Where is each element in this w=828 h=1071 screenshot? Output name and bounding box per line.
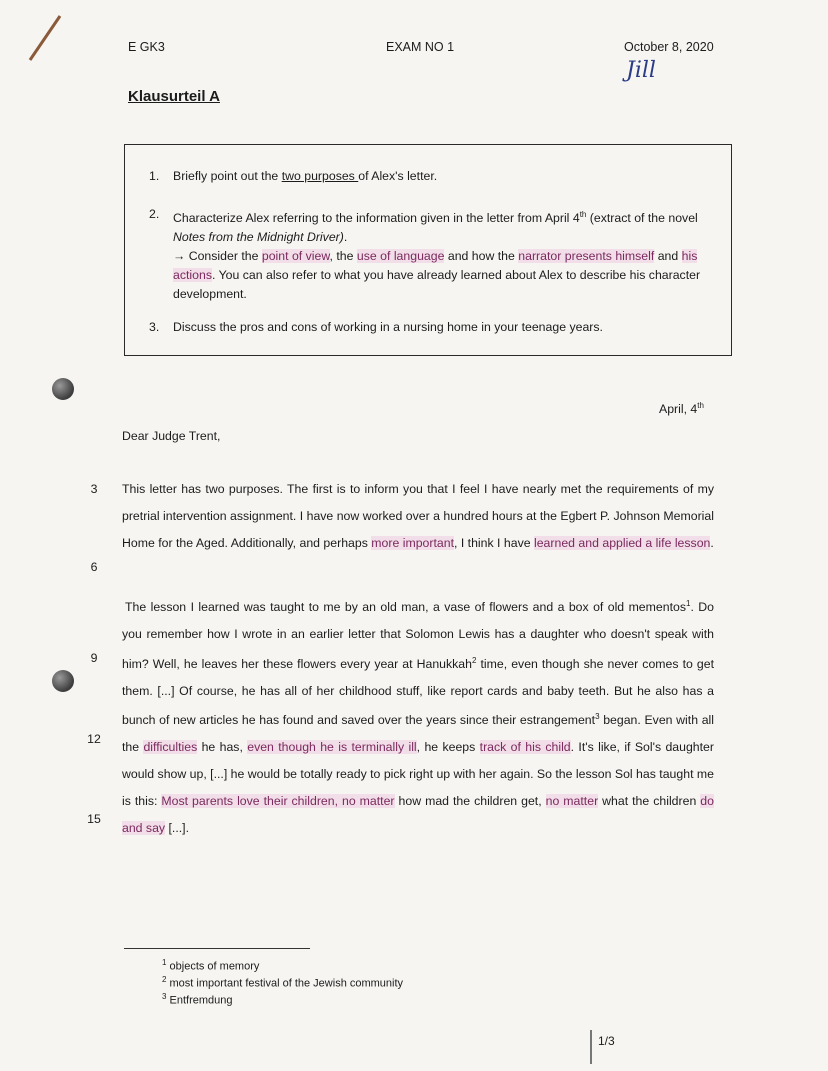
task-box <box>124 144 732 356</box>
punch-hole <box>52 378 74 400</box>
course-code: E GK3 <box>128 40 165 54</box>
line-number: 6 <box>90 560 98 574</box>
line-number: 9 <box>90 651 98 665</box>
punch-hole <box>52 670 74 692</box>
page-marker <box>590 1030 592 1064</box>
letter-date: April, 4th <box>659 401 704 417</box>
line-number: 3 <box>90 482 98 496</box>
line-number: 12 <box>87 732 101 746</box>
task-1: 1. Briefly point out the two purposes of Alex's letter. <box>149 169 438 183</box>
task-2: 2. Characterize Alex referring to the information given in the letter from April 4th (extract of the novel Notes from the Midnight Driver). → Consider the point of view, the use of language and how the narrator presents himself and his actions. You can also refer to what you have already learned about Alex to describe his character development. <box>149 207 701 302</box>
task-3: 3. Discuss the pros and cons of working in a nursing home in your teenage years. <box>149 320 603 334</box>
page-number: 1/3 <box>598 1034 615 1048</box>
exam-title: EXAM NO 1 <box>386 40 455 54</box>
footnote: $^1$ objects of memory <box>162 958 260 973</box>
footnote: $^3$ Entfremdung <box>162 992 233 1007</box>
letter-salutation: Dear Judge Trent, <box>122 429 221 443</box>
footnote-divider <box>124 948 310 949</box>
section-title: Klausurteil A <box>128 88 220 105</box>
pencil-mark-icon <box>14 10 74 70</box>
line-number: 15 <box>87 812 101 826</box>
handwritten-signature: Jill <box>626 58 656 83</box>
footnote: $^2$ most important festival of the Jewish community <box>162 975 404 990</box>
exam-date: October 8, 2020 <box>624 40 714 54</box>
letter-paragraph-1: This letter has two purposes. The first is to inform you that I feel I have nearly met the requirements of my pretrial intervention assignment. I have now worked over a hundred hours at the Egbert P. Johnson Memorial Home for the Aged. Additionally, and perhaps more important, I think I have learned and applied a life lesson. <box>122 482 714 550</box>
letter-paragraph-2: The lesson I learned was taught to me by an old man, a vase of flowers and a box of old mementos$^1$. Do you remember how I wrote in an earlier letter that Solomon Lewis has a daughter who doesn't speak with him? Well, he leaves her these flowers every year at Hanukkah$^2$ time, even though she never comes to get them. [...] Of course, he has all of her childhood stuff, like report cards and baby teeth. But he also has a bunch of new articles he has found and saved over the years since their estrangement$^3$ began. Even with all the difficulties he has, even though he is terminally ill, he keeps track of his child. It's like, if Sol's daughter would show up, [...] he would be totally ready to pick right up with her again. So the lesson Sol has taught me is this: Most parents love their children, no matter how mad the children get, no matter what the children do and say [...]. <box>122 599 714 835</box>
